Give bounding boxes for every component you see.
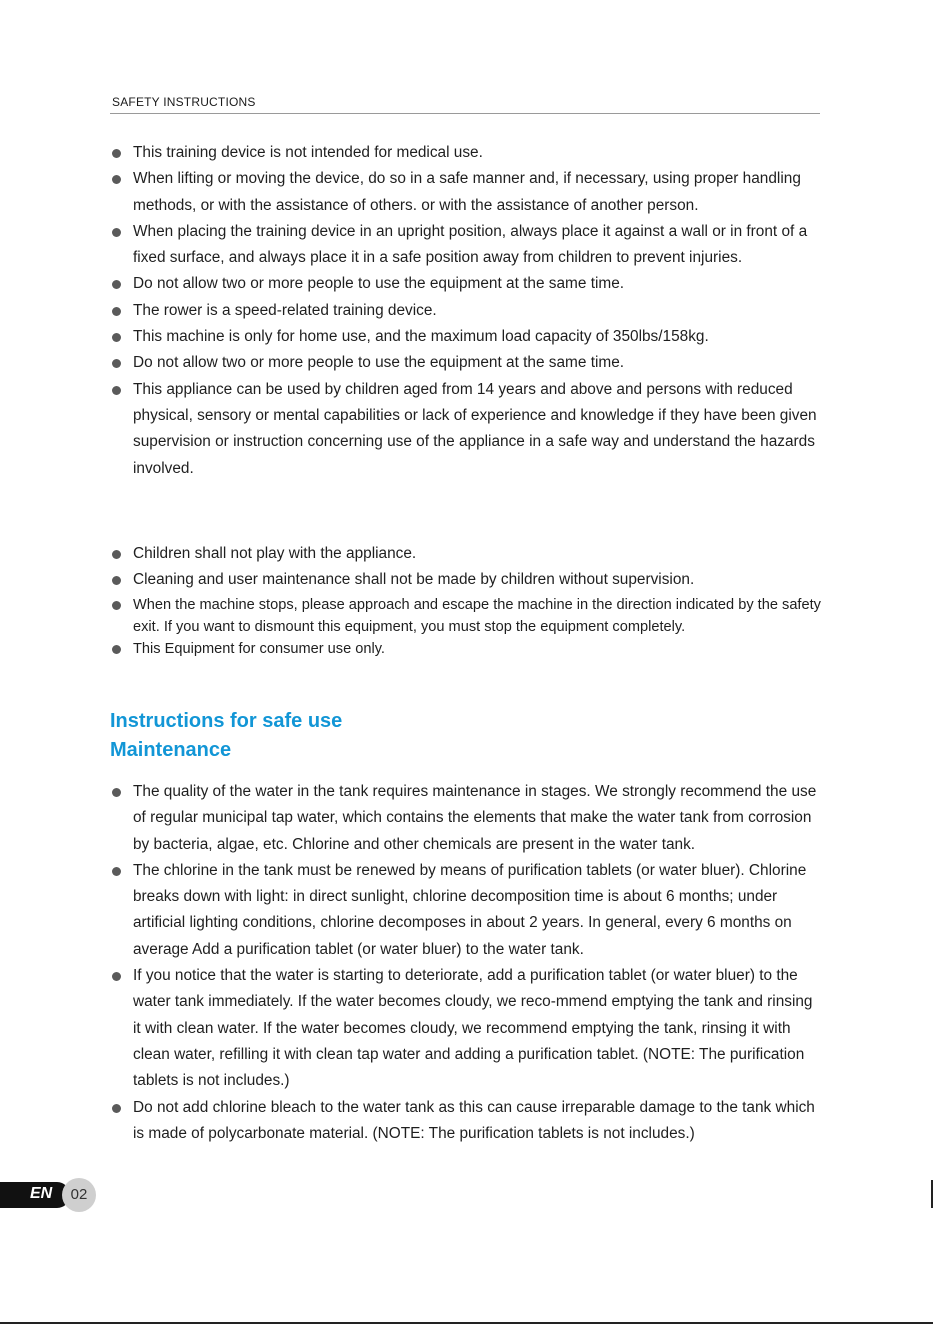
bullet-icon (112, 867, 121, 876)
list-item: The chlorine in the tank must be renewed by means of purification tablets (or water bluer). Chlorine breaks down with light: in direct sunlight, chlorine decomposition time is about 6 months; under artificial lighting conditions, chlorine decomposes in about 2 years. In general, every 6 months on average Add a purification tablet (or water bluer) to the water tank. (110, 858, 822, 963)
list-item: Do not add chlorine bleach to the water tank as this can cause irreparable damage to the tank which is made of polycarbonate material. (NOTE: The purification tablets is not includes.) (110, 1095, 822, 1148)
list-item: If you notice that the water is starting to deteriorate, add a purification tablet (or water bluer) to the water tank immediately. If the water becomes cloudy, we reco-mmend emptying the tank and rinsing it with clean water. If the water becomes cloudy, we recommend emptying the tank, rinsing it with clean water, refilling it with clean tap water and adding a purification tablet. (NOTE: The purification tablets is not includes.) (110, 963, 822, 1094)
bullet-icon (112, 175, 121, 184)
list-item: This training device is not intended for medical use. (110, 140, 822, 166)
list-item: Children shall not play with the appliance. (110, 541, 822, 567)
list-item: When the machine stops, please approach and escape the machine in the direction indicated by the safety exit. If you want to dismount this equipment, you must stop the equipment completely. (110, 594, 822, 638)
safety-list-2 (110, 541, 822, 594)
list-item: When lifting or moving the device, do so in a safe manner and, if necessary, using proper handling methods, or with the assistance of others. or with the assistance of another person. (110, 166, 822, 219)
language-label: EN (30, 1185, 53, 1202)
list-item: Do not allow two or more people to use the equipment at the same time. (110, 350, 822, 376)
list-item: This machine is only for home use, and the maximum load capacity of 350lbs/158kg. (110, 324, 822, 350)
bullet-icon (112, 228, 121, 237)
list-item: The rower is a speed-related training device. (110, 298, 822, 324)
list-item: This appliance can be used by children aged from 14 years and above and persons with reduced physical, sensory or mental capabilities or lack of experience and knowledge if they have been given supervision or instruction concerning use of the appliance in a safe way and understand the hazards involved. (110, 377, 822, 482)
bullet-icon (112, 359, 121, 368)
safety-list-3 (110, 594, 822, 660)
maintenance-list (110, 779, 822, 1147)
header-divider (110, 113, 820, 114)
language-tab (0, 1182, 70, 1208)
bullet-icon (112, 645, 121, 654)
bullet-icon (112, 386, 121, 395)
list-item: Cleaning and user maintenance shall not be made by children without supervision. (110, 567, 822, 593)
bullet-icon (112, 550, 121, 559)
bullet-icon (112, 788, 121, 797)
list-item: Do not allow two or more people to use the equipment at the same time. (110, 271, 822, 297)
heading-maintenance: Maintenance (110, 739, 232, 761)
bullet-icon (112, 307, 121, 316)
section-header: SAFETY INSTRUCTIONS (112, 95, 256, 109)
bullet-icon (112, 576, 121, 585)
bullet-icon (112, 601, 121, 610)
safety-list-1 (110, 140, 822, 482)
list-item: When placing the training device in an upright position, always place it against a wall or in front of a fixed surface, and always place it in a safe position away from children to prevent injuries. (110, 219, 822, 272)
page-number: 02 (62, 1178, 96, 1212)
bullet-icon (112, 1104, 121, 1113)
bullet-icon (112, 149, 121, 158)
bullet-icon (112, 333, 121, 342)
bullet-icon (112, 280, 121, 289)
list-item: This Equipment for consumer use only. (110, 638, 822, 660)
bullet-icon (112, 972, 121, 981)
heading-instructions: Instructions for safe use (110, 710, 343, 732)
list-item: The quality of the water in the tank requires maintenance in stages. We strongly recommend the use of regular municipal tap water, which contains the elements that make the water tank from corrosion by bacteria, algae, etc. Chlorine and other chemicals are present in the water tank. (110, 779, 822, 858)
